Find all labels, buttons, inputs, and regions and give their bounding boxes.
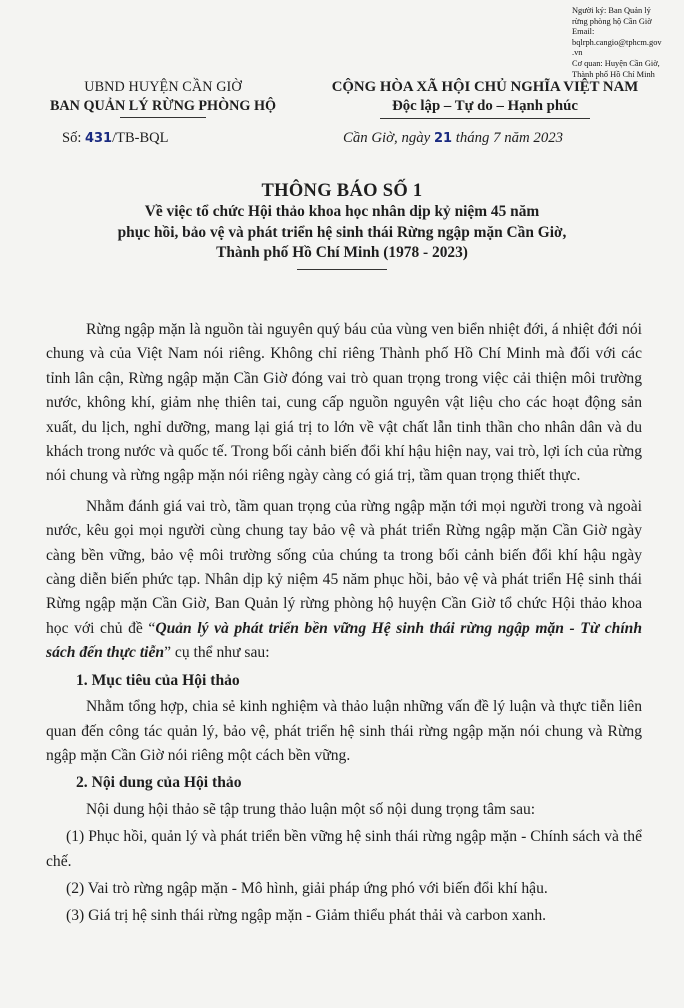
section-text: Nhằm tổng hợp, chia sẻ kinh nghiệm và thảo luận những vấn đề lý luận và thực tiễn liên quan đến công tác quản lý, bảo vệ, phát triển hệ sinh thái rừng ngập mặn nói chung và Rừng ngập mặn Cần Giờ nói riêng một cách bền vững. bbox=[46, 698, 642, 764]
notice-title bbox=[40, 180, 644, 270]
list-item: (3) Giá trị hệ sinh thái rừng ngập mặn - Giảm thiểu phát thải và carbon xanh. bbox=[66, 907, 547, 925]
date-prefix: Cần Giờ, ngày bbox=[343, 130, 431, 146]
notice-subject-line: phục hồi, bảo vệ và phát triển hệ sinh thái Rừng ngập mặn Cần Giờ, bbox=[117, 223, 567, 241]
signature-line: Thành phố Hồ Chí Minh bbox=[572, 69, 655, 79]
national-header bbox=[318, 78, 652, 119]
notice-subject-line: Về việc tổ chức Hội thảo khoa học nhân dịp kỷ niệm 45 năm bbox=[144, 203, 540, 220]
list-item: (2) Vai trò rừng ngập mặn - Mô hình, giải pháp ứng phó với biến đổi khí hậu. bbox=[66, 879, 548, 897]
para2-end: ” cụ thể như sau: bbox=[164, 644, 270, 662]
agency-parent: UBND HUYỆN CẦN GIỜ bbox=[84, 79, 242, 95]
section-intro: Nội dung hội thảo sẽ tập trung thảo luận một số nội dung trọng tâm sau: bbox=[86, 800, 536, 818]
notice-subject-line: Thành phố Hồ Chí Minh (1978 - 2023) bbox=[216, 244, 468, 261]
agency-name: BAN QUẢN LÝ RỪNG PHÒNG HỘ bbox=[49, 98, 277, 114]
national-motto: Độc lập – Tự do – Hạnh phúc bbox=[392, 98, 578, 114]
doc-number-suffix: /TB-BQL bbox=[112, 130, 169, 146]
digital-signature-block bbox=[572, 6, 684, 80]
list-item: (1) Phục hồi, quản lý và phát triển bền vững hệ sinh thái rừng ngập mặn - Chính sách và thể chế. bbox=[46, 828, 642, 870]
issue-date bbox=[343, 130, 563, 147]
para2-text: Nhằm đánh giá vai trò, tầm quan trọng của rừng ngập mặn tới mọi người trong và ngoài nước, kêu gọi mọi người cùng chung tay bảo vệ và phát triển Rừng ngập mặn Cần Giờ ngày càng bền vững, bảo vệ môi trường sống của chúng ta trong bối cảnh biến đổi khí hậu ngày càng diễn biến phức tạp. Nhân dịp kỷ niệm 45 năm phục hồi, bảo vệ và phát triển Hệ sinh thái Rừng ngập mặn Cần Giờ, Ban Quản lý rừng phòng hộ huyện Cần Giờ tổ chức Hội thảo khoa học với chủ đề “ bbox=[46, 497, 642, 637]
workshop-theme: Quản lý và phát triển bền vững Hệ sinh thái rừng ngập mặn - Từ chính sách đến thực tiễn bbox=[46, 619, 642, 662]
signature-line: rừng phòng hộ Cần Giờ bbox=[572, 16, 652, 26]
doc-number-prefix: Số: bbox=[62, 130, 82, 146]
header-divider bbox=[120, 117, 206, 118]
date-suffix: tháng 7 năm 2023 bbox=[455, 130, 564, 146]
body-paragraph bbox=[46, 495, 642, 666]
title-divider bbox=[297, 269, 387, 270]
issuing-agency-header bbox=[28, 78, 298, 118]
signature-line: Cơ quan: Huyện Cần Giờ, bbox=[572, 58, 660, 68]
motto-divider bbox=[380, 118, 590, 119]
notice-heading: THÔNG BÁO SỐ 1 bbox=[261, 181, 423, 201]
signature-line: .vn bbox=[572, 48, 583, 58]
date-day-handwritten: 21 bbox=[433, 131, 453, 146]
signature-line: Người ký: Ban Quản lý bbox=[572, 6, 651, 15]
national-title: CỘNG HÒA XÃ HỘI CHỦ NGHĨA VIỆT NAM bbox=[331, 79, 639, 95]
notice-body bbox=[46, 318, 642, 929]
section-heading: 2. Nội dung của Hội thảo bbox=[76, 774, 242, 792]
section-heading: 1. Mục tiêu của Hội thảo bbox=[76, 671, 240, 689]
document-number bbox=[62, 130, 169, 147]
signature-line: Email: bbox=[572, 27, 595, 37]
body-paragraph: Rừng ngập mặn là nguồn tài nguyên quý báu của vùng ven biển nhiệt đới, á nhiệt đới nói chung và của Việt Nam nói riêng. Không chỉ riêng Thành phố Hồ Chí Minh mà đối với các tỉnh lân cận, Rừng ngập mặn Cần Giờ đóng vai trò quan trọng trong việc cải thiện môi trường nước, không khí, giảm nhẹ thiên tai, cung cấp nguồn nguyên vật liệu cho các hoạt động sản xuất, du lịch, nghỉ dưỡng, mang lại giá trị to lớn về vật chất lẫn tinh thần cho nhân dân và du khách trong nước và quốc tế. Trong bối cảnh biến đổi khí hậu hiện nay, vai trò, lợi ích của rừng nói chung và rừng ngập mặn nói riêng ngày càng có giá trị, tầm quan trọng thiết thực. bbox=[46, 321, 642, 485]
doc-number-handwritten: 431 bbox=[84, 131, 113, 146]
signature-email: bqlrph.cangio@tphcm.gov bbox=[572, 37, 662, 47]
